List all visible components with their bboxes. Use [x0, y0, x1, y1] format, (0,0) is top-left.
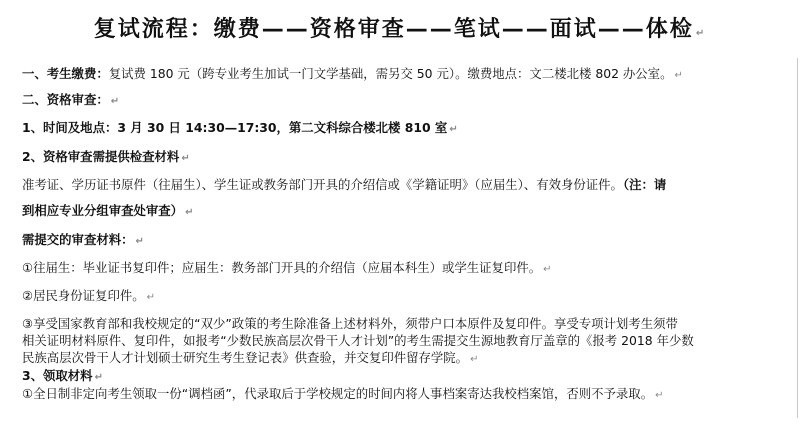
submit-item-3-line-2: [22, 333, 794, 349]
paragraph-mark: ↵: [695, 28, 707, 39]
paragraph-mark: ↵: [449, 124, 458, 135]
time-place-text: 1、时间及地点：3 月 30 日 14:30—17:30，第二文科综合楼北楼 810 室: [22, 120, 448, 135]
materials-note-cont: [22, 203, 794, 221]
submit-item-3-text-1: ③享受国家教育部和我校规定的“双少”政策的考生除准备上述材料外，须带户口本原件及复印件。享受专项计划考生须带: [22, 316, 678, 331]
materials-text: 准考证、学历证书原件（往届生）、学生证或教务部门开具的介绍信或《学籍证明》（应届生）、有效身份证件。: [22, 177, 623, 192]
paragraph-mark: ↵: [543, 264, 552, 275]
paragraph-mark: ↵: [110, 96, 120, 107]
collect-heading-text: 3、领取材料: [22, 368, 93, 383]
materials-heading-text: 2、资格审查需提供检查材料: [22, 149, 180, 164]
time-place-line: [22, 120, 794, 138]
collect-item-1: [22, 386, 794, 404]
fee-heading: 一、考生缴费：: [22, 66, 109, 81]
submit-item-3-line-3: [22, 350, 794, 368]
paragraph-mark: ↵: [94, 372, 103, 383]
paragraph-mark: ↵: [146, 292, 156, 303]
fee-body: 复试费 180 元（跨专业考生加试一门文学基础，需另交 50 元）。缴费地点：文二楼北楼 802 办公室。: [108, 66, 673, 81]
submit-item-2-text: ②居民身份证复印件。: [22, 288, 145, 303]
submit-item-2: [22, 288, 794, 306]
paragraph-mark: ↵: [674, 70, 683, 81]
page-title: [0, 12, 800, 43]
submit-item-3-line-1: [22, 316, 794, 332]
materials-heading: [22, 149, 794, 167]
submit-item-1-text: ①往届生：毕业证书复印件；应届生：教务部门开具的介绍信（应届本科生）或学生证复印件。: [22, 260, 542, 275]
paragraph-mark: ↵: [655, 390, 664, 401]
submit-item-1: [22, 260, 794, 278]
submit-heading: [22, 232, 794, 250]
submit-item-3-text-3: 民族高层次骨干人才计划硕士研究生考生登记表》供查验，并交复印件留存学院。: [22, 350, 469, 365]
review-heading-text: 二、资格审查：: [22, 92, 109, 107]
paragraph-mark: ↵: [181, 153, 190, 164]
collect-heading: [22, 368, 794, 386]
materials-note-text: 到相应专业分组审查处审查）: [22, 203, 184, 218]
materials-note: （注：请: [622, 177, 667, 192]
collect-item-1-text: ①全日制非定向考生领取一份“调档函”，代录取后于学校规定的时间内将人事档案寄达我校档案馆，否则不予录取。: [22, 386, 654, 401]
fee-line: [22, 66, 794, 84]
title-text: 复试流程：缴费——资格审查——笔试——面试——体检: [93, 17, 694, 42]
paragraph-mark: ↵: [470, 354, 479, 365]
page-edge-divider: [797, 58, 798, 418]
submit-item-3-text-2: 相关证明材料原件、复印件，如报考“少数民族高层次骨干人才计划”的考生需提交生源地教育厅盖章的《报考 2018 年少数: [22, 333, 694, 348]
review-heading: [22, 92, 794, 110]
paragraph-mark: ↵: [185, 207, 194, 218]
submit-heading-text: 需提交的审查材料：: [22, 232, 134, 247]
materials-line: [22, 177, 794, 193]
paragraph-mark: ↵: [135, 236, 144, 247]
